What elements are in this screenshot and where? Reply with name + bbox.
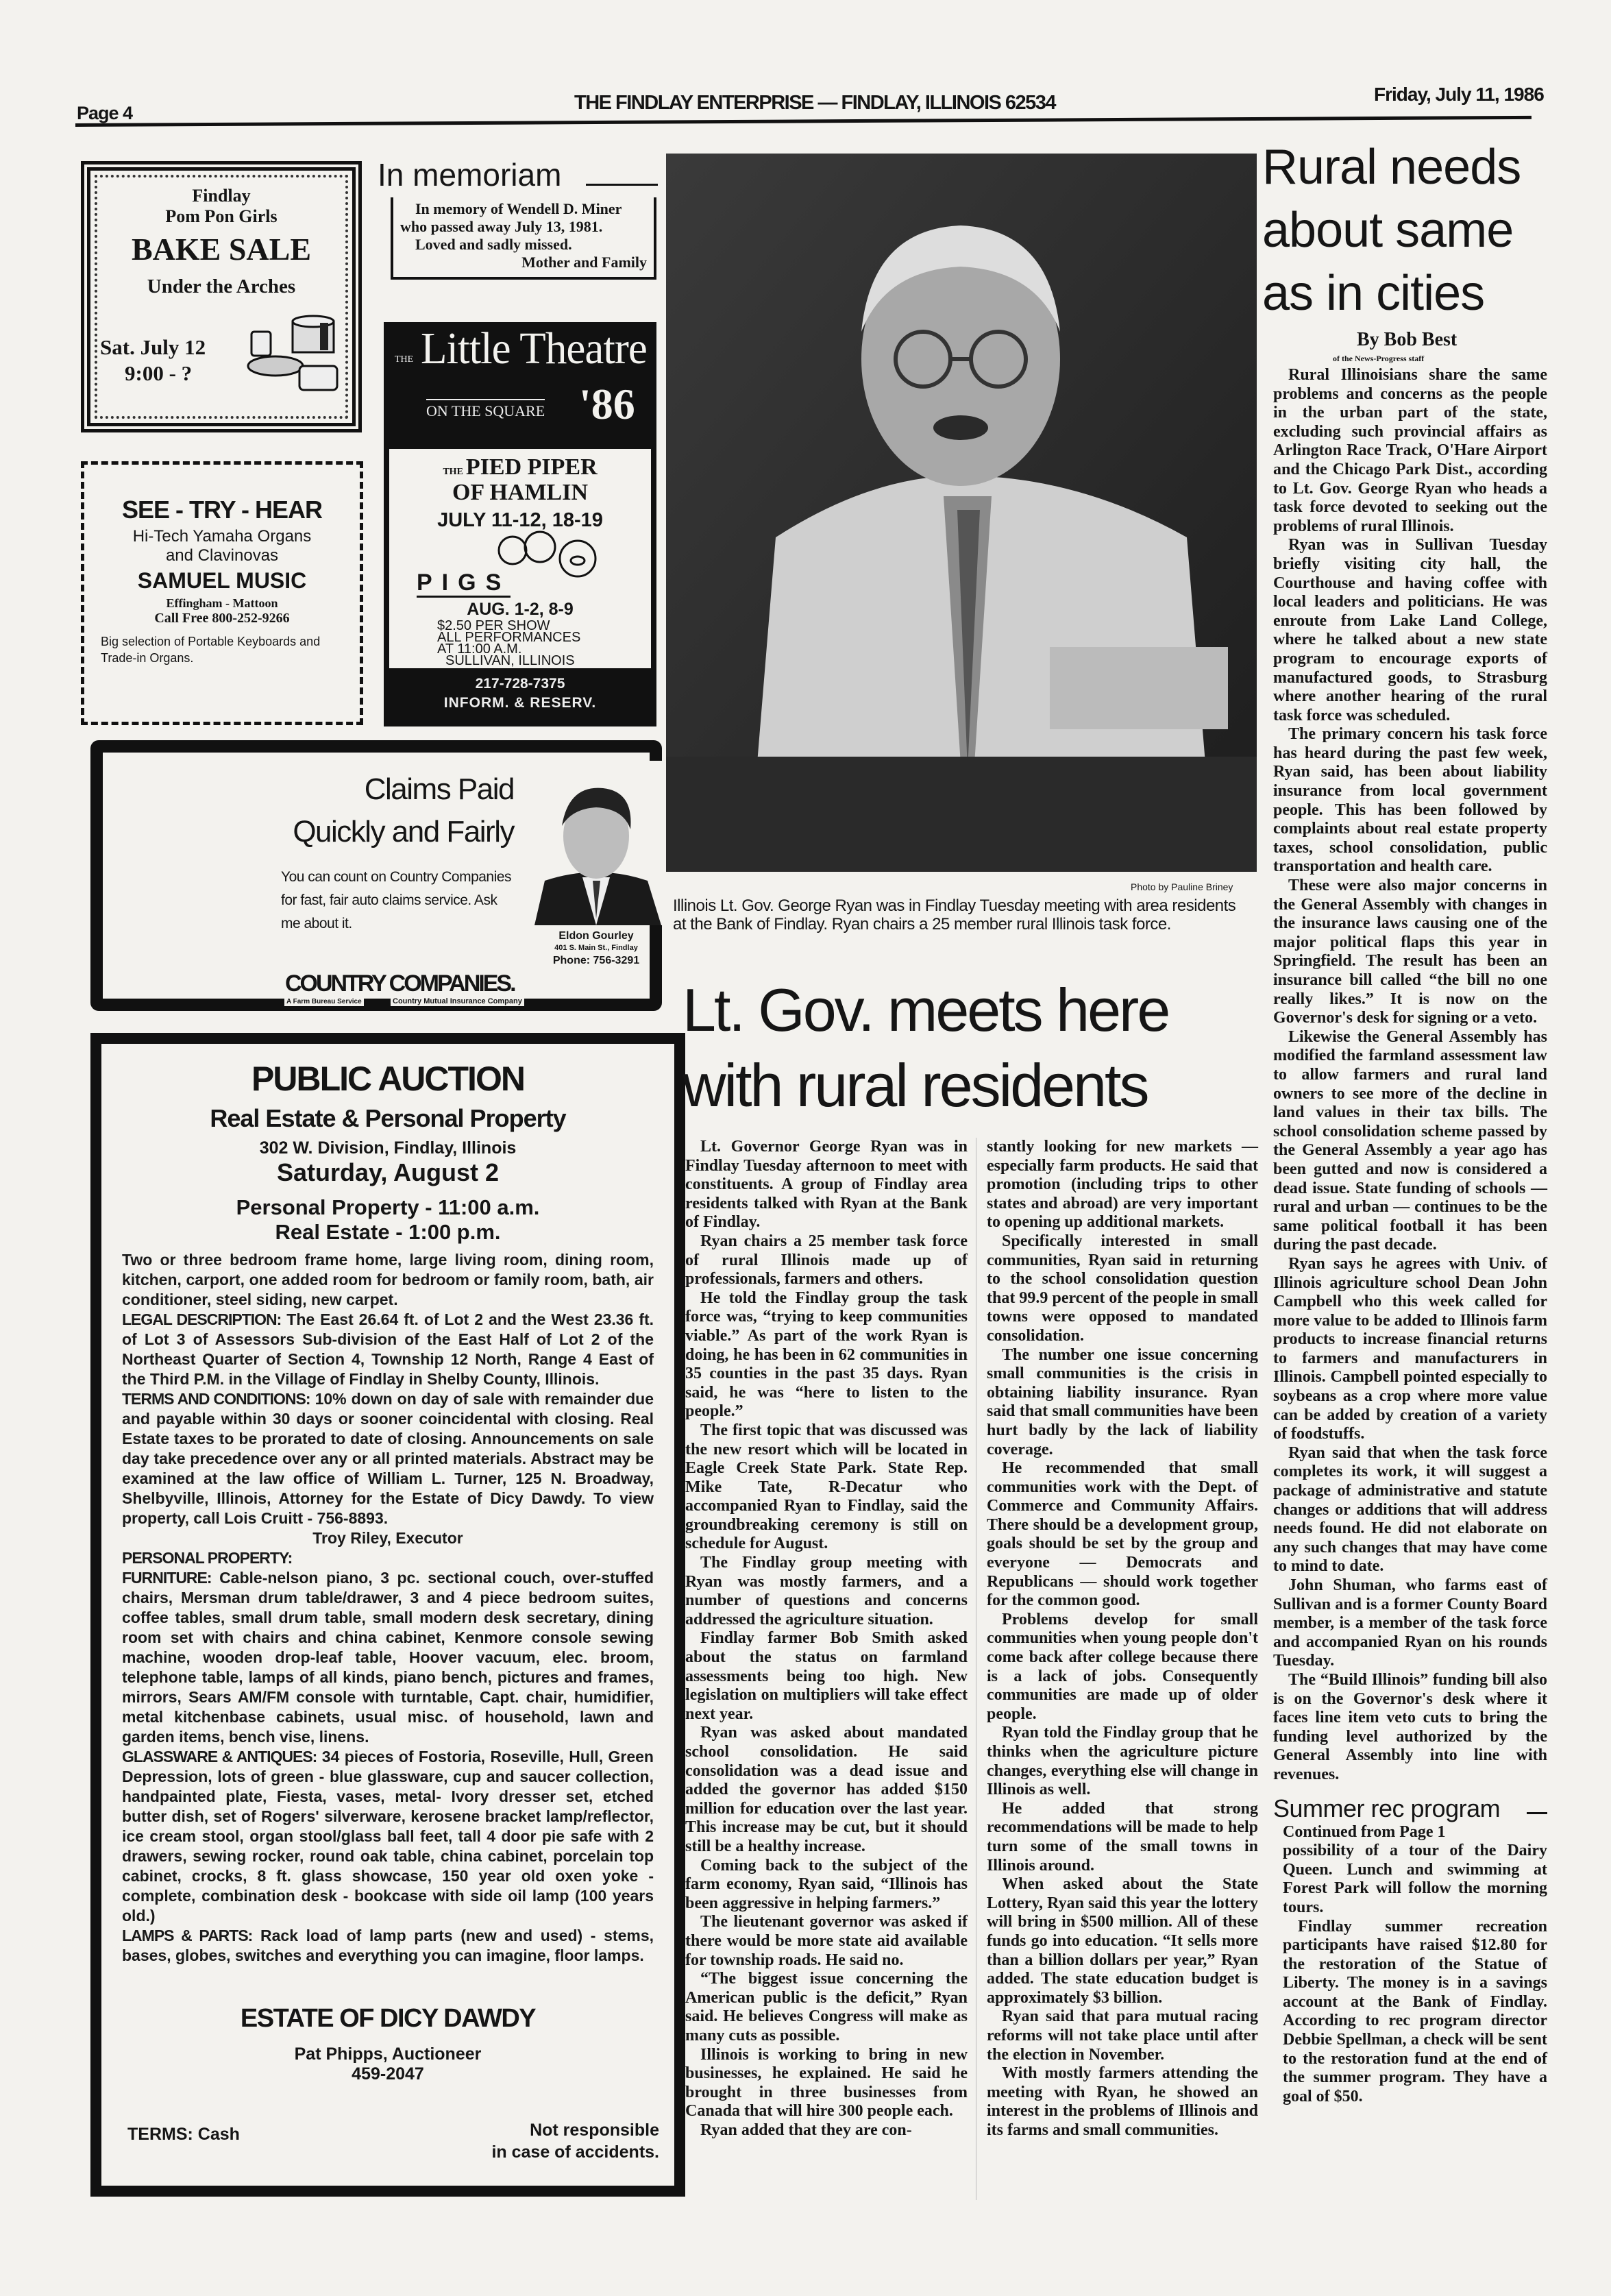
article-paragraph: Ryan added that they are con- <box>700 2121 912 2139</box>
personal-property-label: PERSONAL PROPERTY: <box>122 1549 293 1567</box>
article-paragraph: With mostly farmers attending the meeting with Ryan, he showed an interest in the problems of Illinois and its farms and small communities. <box>987 2064 1258 2139</box>
article-paragraph: When asked about the State Lottery, Ryan said this year the lottery will bring in $500 million. All of these funds go into education. “It sells more than a billion dollars per year,” Ryan added. The state education budget is approximately $3 billion. <box>987 1875 1258 2007</box>
country-companies-logo: COUNTRY COMPANIES. <box>282 970 517 997</box>
glassware-list: 34 pieces of Fostoria, Roseville, Hull, Green Depression, lots of green - blue glassware, cup and saucer collection, handpainted plate, Fiesta, vases, metal- Ivory dresser set, etched butter dish, set of Rogers' silverware, kerosene bracket lamp/reflector, ice cream stool, organ stool/glass ball feet, tall 4 door pie safe with 2 drawers, sewing rocker, round oak table, china cabinet, porcelain top cabinet, crocks, 8 ft. glass showcase, 150 year old oxen yoke - complete, combination desk - bookcase with side oil lamp (100 years old.) <box>122 1748 654 1925</box>
summer-rec-heading-row <box>1273 1794 1547 1823</box>
music-store-towns: Effingham - Mattoon <box>166 596 278 610</box>
memoriam-heading-rule <box>586 184 658 186</box>
article-paragraph: John Shuman, who farms east of Sullivan and is a former County Board member, is a member of the task force and accompanied Ryan on his rounds Tuesday. <box>1273 1576 1547 1670</box>
rural-article-body <box>1273 366 1547 1785</box>
show-title-2: OF HAMLIN <box>452 480 588 505</box>
agent-name: Eldon Gourley <box>558 930 634 942</box>
header-rule <box>75 116 1532 127</box>
music-ad-line: and Clavinovas <box>165 546 279 565</box>
memoriam-line: Loved and sadly missed. <box>415 236 572 253</box>
rural-headline: as in cities <box>1262 266 1485 321</box>
article-paragraph: The lieutenant governor was asked if there would be more state aid available for township roads. He said no. <box>685 1913 968 1969</box>
auction-title: PUBLIC AUCTION <box>251 1060 524 1098</box>
lt-gov-column-1 <box>685 1138 968 2140</box>
rural-headline: Rural needs <box>1262 140 1521 195</box>
lamps-list: Rack load of lamp parts (new and used) - stems, bases, globes, switches and everything you can imagine, floor lamps. <box>122 1927 654 1964</box>
property-description: Two or three bedroom frame home, large living room, dining room, kitchen, carport, one added room for bedroom or family room, bath, air conditioner, steel siding, new carpet. <box>122 1251 654 1308</box>
executor: Troy Riley, Executor <box>312 1529 463 1547</box>
memoriam-notice <box>391 197 656 280</box>
photo-credit: Photo by Pauline Briney <box>1131 881 1233 892</box>
issue-date: Friday, July 11, 1986 <box>1374 84 1544 105</box>
memoriam-heading: In memoriam <box>378 157 562 193</box>
ticket-price: $2.50 PER SHOW <box>437 618 550 633</box>
theatre-phone: 217-728-7375 <box>475 676 565 692</box>
article-paragraph: He added that strong recommendations will be made to help turn some of the small towns in Illinois around. <box>987 1799 1258 1874</box>
bake-sale-group: Pom Pon Girls <box>165 206 278 226</box>
article-paragraph: The “Build Illinois” funding bill also is on the Governor's desk where it faces line item veto cuts to bring the funding level authorized by the General Assembly into line with revenues. <box>1273 1670 1547 1783</box>
article-paragraph: Problems develop for small communities when young people don't come back after college because there is a lack of jobs. Consequently communities are made up of older people. <box>987 1610 1258 1723</box>
show-3-title: PIGS <box>417 570 511 598</box>
farm-bureau-tagline: A Farm Bureau Service <box>284 998 364 1006</box>
bake-sale-org: Findlay <box>192 186 251 206</box>
article-paragraph: Ryan told the Findlay group that he thinks when the agriculture picture changes, everything else will change in Illinois as well. <box>987 1724 1258 1799</box>
auction-time-real-estate: Real Estate - 1:00 p.m. <box>275 1220 501 1244</box>
auction-address: 302 W. Division, Findlay, Illinois <box>259 1138 517 1158</box>
furniture-label: FURNITURE: <box>122 1569 212 1587</box>
continued-from: Continued from Page 1 <box>1283 1822 1446 1841</box>
byline-affiliation: of the News-Progress staff <box>1333 354 1425 363</box>
article-paragraph: He told the Findlay group the task force was, “trying to keep communities viable.” As part of the work Ryan is doing, he has been in 62 communities in 35 counties in the past 35 days. Ryan said, he was “here to listen to the people.” <box>685 1289 968 1421</box>
disclaimer: Not responsible <box>530 2121 659 2140</box>
lt-gov-photo <box>666 154 1257 872</box>
samuel-music-ad <box>81 461 363 725</box>
article-paragraph: “The biggest issue concerning the American public is the deficit,” Ryan said. He believes Congress will make as many cuts as possible. <box>685 1970 968 2044</box>
performance-time: AT 11:00 A.M. <box>437 642 522 657</box>
article-paragraph: Ryan said that when the task force completes its work, it will suggest a package of administrative and statute changes or additions that will address needs found. He did not elaborate on any such changes that may have come to mind to date. <box>1273 1443 1547 1576</box>
article-paragraph: He recommended that small communities work with the Dept. of Commerce and Community Affairs. There should be a development group, goals should be set by the group and everyone — Democrats and Republicans — should work together for the common good. <box>987 1459 1258 1610</box>
article-paragraph: possibility of a tour of the Dairy Queen. Lunch and swimming at Forest Park will follow the morning tours. <box>1283 1842 1547 1916</box>
agent-address: 401 S. Main St., Findlay <box>554 944 638 952</box>
bake-sale-title: BAKE SALE <box>131 232 312 267</box>
public-auction-ad <box>90 1033 685 2197</box>
music-ad-note: Big selection of Portable Keyboards and Trade-in Organs. <box>101 635 321 665</box>
theatre-year: '86 <box>579 380 635 428</box>
theatre-info: INFORM. & RESERV. <box>443 695 597 711</box>
masthead: THE FINDLAY ENTERPRISE — FINDLAY, ILLINOIS 62534 <box>574 92 1056 114</box>
glassware-label: GLASSWARE & ANTIQUES: <box>122 1748 317 1766</box>
photo-caption: Illinois Lt. Gov. George Ryan was in Findlay Tuesday meeting with area residents at the Bank of Findlay. Ryan chairs a 25 member rural Illinois task force. <box>673 896 1236 933</box>
show-the: THE <box>443 467 463 477</box>
article-paragraph: Coming back to the subject of the farm economy, Ryan said, “Illinois has been aggressive in helping farmers.” <box>685 1856 968 1912</box>
article-paragraph: stantly looking for new markets — especially farm products. He said that promotion (including trips to other states and abroad) are very important to opening up additional markets. <box>987 1138 1258 1232</box>
article-paragraph: Findlay farmer Bob Smith asked about the status on farmland assessments being too high. New legislation on multipliers will take effect next year. <box>685 1629 968 1723</box>
bake-sale-time: 9:00 - ? <box>125 361 193 385</box>
insurance-headline: Quickly and Fairly <box>293 815 514 848</box>
auction-time-personal: Personal Property - 11:00 a.m. <box>236 1195 540 1219</box>
byline: By Bob Best <box>1357 329 1458 350</box>
estate-name: ESTATE OF DICY DAWDY <box>240 2004 536 2033</box>
summer-rec-heading-rule <box>1527 1812 1547 1814</box>
article-paragraph: Specifically interested in small communities, Ryan said in returning to the school consolidation question that 99.9 percent of the people in small towns were opposed to mandated consolidation. <box>987 1232 1258 1345</box>
article-paragraph: Ryan chairs a 25 member task force of rural Illinois made up of professionals, farmers and others. <box>685 1232 968 1289</box>
article-paragraph: The first topic that was discussed was the new resort which will be located in Eagle Creek State Park. State Rep. Mike Tate, R-Decatur who accompanied Ryan to Findlay, said the groundbreaking ceremony is still on schedule for August. <box>685 1421 968 1553</box>
right-column-stack <box>1273 366 1547 2106</box>
show-title: PIED PIPER <box>465 454 598 480</box>
country-companies-ad <box>90 740 662 1011</box>
memoriam-line: In memory of Wendell D. Miner <box>415 200 622 217</box>
auctioneer-phone: 459-2047 <box>352 2064 424 2084</box>
terms-cash: TERMS: Cash <box>127 2125 240 2144</box>
lt-gov-headline: Lt. Gov. meets here <box>682 976 1169 1044</box>
terms-conditions: 10% down on day of sale with remainder due and payable within 30 days or sooner coincidental with closing. Real Estate taxes to be prorated to date of closing. Announcements on sale day take precedence over any or all printed materials. Abstract may be examined at the law office of William L. Turner, 125 N. Broadway, Shelbyville, Illinois, Attorney for the Estate of Dicy Dawdy. To view property, call Lois Cruitt - 756-8893. <box>122 1390 654 1527</box>
furniture-list: Cable-nelson piano, 3 pc. sectional couch, over-stuffed chairs, Mersman drum table/drawer, 3 and 4 piece bedroom suites, coffee tables, small drum table, small modern desk secretary, dining room set with chairs and china cabinet, Kenmore console sewing machine, wooden drop-leaf table, Hoover vacuum, elec. broom, telephone table, lamps of all kinds, piano bench, pictures and frames, mirrors, Sears AM/FM console with turntable, Capt. chair, humidifier, metal kitchenbase cabinets, usual misc. of household, lawn and garden items, bench vise, linens. <box>122 1569 654 1746</box>
theatre-show-panel <box>389 449 651 668</box>
terms-label: TERMS AND CONDITIONS: <box>122 1390 310 1408</box>
disclaimer: in case of accidents. <box>491 2142 659 2162</box>
bake-sale-ad <box>81 161 362 432</box>
music-store-phone: Call Free 800-252-9266 <box>154 611 290 626</box>
music-store-name: SAMUEL MUSIC <box>137 568 307 593</box>
show-3-dates: AUG. 1-2, 8-9 <box>467 600 574 619</box>
article-paragraph: These were also major concerns in the General Assembly with changes in the insurance laws causing one of the major political flaps this year in Springfield. The result has been an insurance bill called “the bill no one really likes.” It is now on the Governor's desk for signing or a veto. <box>1273 877 1547 1027</box>
insurance-body: You can count on Country Companies for fast, fair auto claims service. Ask me about it. <box>281 869 511 931</box>
lt-gov-column-2 <box>987 1138 1258 2140</box>
auction-subtitle: Real Estate & Personal Property <box>210 1104 566 1132</box>
article-paragraph: Ryan said that para mutual racing reforms will not take place until after the election in November. <box>987 2007 1258 2064</box>
article-paragraph: Ryan says he agrees with Univ. of Illinois agriculture school Dean John Campbell who this week called for more value to be added to Illinois farm products to increase financial returns to farmers and manufacturers in Illinois. Campbell pointed especially to soybeans as a crop where more value can be added by creation of a variety of foodstuffs. <box>1273 1254 1547 1443</box>
music-ad-title: SEE - TRY - HEAR <box>121 496 323 524</box>
memoriam-signature: Mother and Family <box>521 254 647 271</box>
article-paragraph: Rural Illinoisians share the same problems and concerns as the people in the urban part of the state, excluding such provincial affairs as Arlington Race Track, O'Hare Airport and the Chicago Park Dist., according to Lt. Gov. George Ryan who heads a task force devoted to seeking out the problems of rural Illinois. <box>1273 366 1547 535</box>
agent-portrait <box>528 761 665 925</box>
lt-gov-headline: with rural residents <box>682 1051 1148 1119</box>
bake-sale-date: Sat. July 12 <box>100 335 206 359</box>
summer-rec-body <box>1283 1823 1547 2107</box>
theatre-the: THE <box>395 354 414 365</box>
theatre-location: SULLIVAN, ILLINOIS <box>445 653 575 668</box>
bake-sale-location: Under the Arches <box>147 276 296 297</box>
article-paragraph: Findlay summer recreation participants have raised $12.80 for the restoration of the Statue of Liberty. The money is in a savings account at the Bank of Findlay. According to rec program director Debbie Spellman, a check will be sent to the restoration fund at the end of the summer program. They have a goal of $50. <box>1283 1917 1547 2105</box>
article-paragraph: The number one issue concerning small communities is the crisis in obtaining liability insurance. Ryan said that small communities have been hurt badly by the lack of liability coverage. <box>987 1345 1258 1458</box>
page-number: Page 4 <box>77 103 133 123</box>
article-paragraph: Ryan was asked about mandated school consolidation. He said consolidation was a dead issue and added the governor has added $150 million for education over the last year. This increase may be cut, but it should still be a healthy increase. <box>685 1724 968 1855</box>
memoriam-line: who passed away July 13, 1981. <box>400 218 603 235</box>
article-paragraph: The primary concern his task force has heard during the past few week, Ryan said, has been about liability insurance from local government people. This has been followed by complaints about real estate property taxes, school consolidation, public transportation and health care. <box>1273 725 1547 876</box>
article-paragraph: Likewise the General Assembly has modified the farmland assessment law to allow farmers and rural land owners to see more of the decline in land values in their tax bills. The school consolidation scheme passed by the General Assembly a year ago has been gutted and now is considered a dead issue. State funding of schools — rural and urban — continues to be the same political football it has been during the past decade. <box>1273 1027 1547 1254</box>
show-dates: JULY 11-12, 18-19 <box>437 509 603 531</box>
auction-date: Saturday, August 2 <box>276 1158 500 1186</box>
lamps-label: LAMPS & PARTS: <box>122 1927 253 1944</box>
baked-goods-illustration <box>238 315 347 397</box>
music-ad-line: Hi-Tech Yamaha Organs <box>132 527 312 546</box>
theatre-name: Little Theatre <box>421 323 647 374</box>
insurance-headline: Claims Paid <box>364 772 514 806</box>
summer-rec-heading: Summer rec program <box>1273 1794 1501 1822</box>
little-theatre-ad <box>384 322 656 726</box>
legal-label: LEGAL DESCRIPTION: <box>122 1310 282 1328</box>
performance-note: ALL PERFORMANCES <box>437 630 581 645</box>
country-mutual-tagline: Country Mutual Insurance Company <box>391 997 524 1006</box>
article-paragraph: Lt. Governor George Ryan was in Findlay Tuesday afternoon to meet with constituents. A group of Findlay area residents talked with Ryan at the Bank of Findlay. <box>685 1138 968 1232</box>
article-paragraph: Illinois is working to bring in new businesses, he explained. He said he brought in three businesses from Canada that will hire 300 people each. <box>685 2045 968 2121</box>
article-paragraph: Ryan was in Sullivan Tuesday briefly visiting city hall, the Courthouse and having coffee with local leaders and politicians. He was enroute from Lake Land College, where he talked about a new state program to encourage exports of manufactured goods, to Strasburg where another hearing of the rural task force was scheduled. <box>1273 536 1547 724</box>
agent-phone: Phone: 756-3291 <box>552 955 640 966</box>
theatre-subtitle: ON THE SQUARE <box>426 399 545 419</box>
legal-description: The East 26.64 ft. of Lot 2 and the West 23.36 ft. of Lot 3 of Assessors Sub-division of the East Half of Lot 2 of the Northeast Quarter of Section 4, Township 12 North, Range 4 East of the Third P.M. in the Village of Findlay in Shelby County, Illinois. <box>122 1310 654 1388</box>
article-paragraph: The Findlay group meeting with Ryan was mostly farmers, and a number of questions and concerns addressed the agriculture situation. <box>685 1554 968 1628</box>
auctioneer: Pat Phipps, Auctioneer <box>294 2044 482 2064</box>
rural-headline: about same <box>1262 203 1514 258</box>
